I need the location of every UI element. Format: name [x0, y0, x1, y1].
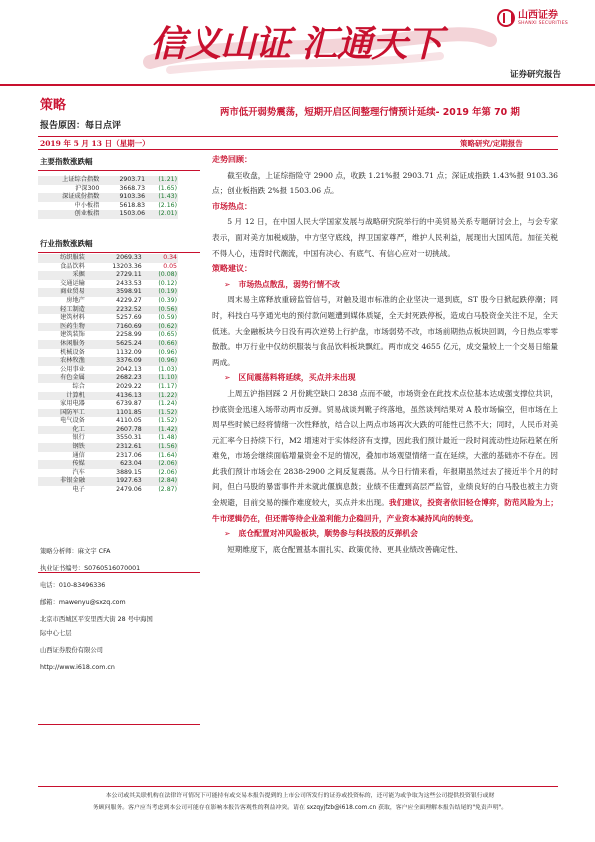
- table-row: [38, 400, 178, 409]
- subheading-2: ➢ 区间震荡料将延续，买点并未出现: [224, 373, 356, 383]
- footer-divider: [38, 786, 558, 787]
- row-change: (2.84): [143, 477, 178, 486]
- table-row: [38, 383, 178, 392]
- table-row: [38, 349, 178, 358]
- row-name: 采掘: [38, 271, 89, 280]
- row-change: (0.65): [158, 331, 177, 339]
- report-type: 证券研究报告: [510, 70, 562, 80]
- disclaimer-line-2: 务顾问服务。客户应当考虑到本公司可能存在影响本报告客观性的利益冲突。请在 sxzqyjfzb@i618.com.cn 获取，客户应全面理解本报告结尾的"免责声明"。: [92, 805, 508, 811]
- row-name: 家用电器: [60, 400, 85, 408]
- row-name: 上证综合指数: [38, 176, 103, 185]
- table-row: [38, 340, 178, 349]
- highlight-advice: 我们建议，投资者依旧轻仓博弈，防范风险为上；牛市逻辑仍在，但还需等待企业盈利能力企稳回升，产业资本减持风向的转变。: [212, 498, 559, 523]
- arrow-icon: ➢: [224, 373, 231, 383]
- row-change: (0.39): [158, 296, 177, 304]
- row-value: 1927.63: [89, 477, 143, 486]
- row-name: 交通运输: [60, 279, 85, 287]
- row-name: 传媒: [38, 460, 89, 469]
- row-value: 6739.87: [116, 400, 142, 408]
- row-name: 汽车: [72, 468, 85, 476]
- row-value: 3668.73: [119, 184, 146, 192]
- report-reason: 报告原因：每日点评: [40, 121, 122, 131]
- row-value: 1101.85: [89, 409, 143, 418]
- address-line-2: 际中心七层: [40, 630, 72, 637]
- row-change: (1.64): [158, 451, 177, 459]
- row-name: 机械设备: [60, 348, 85, 356]
- row-value: 5257.69: [116, 314, 142, 322]
- analyst-name: 策略分析师：麻文宇 CFA: [40, 548, 111, 555]
- row-name: 电子: [72, 486, 85, 494]
- row-change: (2.06): [143, 460, 178, 469]
- company-logo: [497, 6, 589, 30]
- row-name: 农林牧渔: [38, 357, 89, 366]
- report-category-title: 策略: [40, 98, 67, 113]
- section-strategy-title: 策略建议：: [212, 264, 252, 274]
- table-row: [38, 331, 178, 340]
- row-change: (0.62): [143, 323, 178, 332]
- subheading-1: ➢ 市场热点散乱，弱势行情不改: [224, 279, 340, 289]
- table-row: [38, 477, 178, 486]
- row-change: (0.59): [158, 314, 177, 322]
- row-name: 商业贸易: [38, 288, 89, 297]
- disclaimer: [50, 790, 550, 814]
- row-change: (2.87): [158, 486, 177, 494]
- table-row: [38, 409, 178, 418]
- row-change: (1.17): [158, 382, 177, 390]
- contact-rule-2: [38, 724, 200, 725]
- email-link[interactable]: 邮箱：mawenyu@sxzq.com: [40, 599, 126, 606]
- row-change: (1.24): [158, 400, 177, 408]
- row-value: 2433.53: [116, 279, 142, 287]
- row-name: 食品饮料: [60, 262, 85, 270]
- subheading-3: ➢ 底仓配置对冲风险板块，顺势参与科技股的反弹机会: [224, 529, 418, 539]
- row-change: (0.08): [143, 271, 178, 280]
- paragraph-3: 短期维度下，底仓配置基本面扎实、政策优待、更具业绩改善确定性、: [227, 544, 463, 554]
- table-row: [38, 452, 178, 461]
- table-row: [38, 185, 178, 194]
- row-value: 4229.27: [116, 296, 142, 304]
- row-name: 中小板指: [74, 201, 100, 209]
- row-change: (0.56): [143, 306, 178, 315]
- arrow-icon: ➢: [224, 279, 231, 289]
- table-row: [38, 460, 178, 469]
- row-change: (1.10): [143, 374, 178, 383]
- address-line-1: 北京市西城区平安里西大街 28 号中海国: [40, 616, 153, 623]
- table-row: [38, 280, 178, 289]
- indices-table: [38, 176, 178, 219]
- industries-rule: [38, 252, 200, 253]
- row-change: (1.43): [146, 193, 178, 202]
- row-name: 纺织服装: [38, 254, 89, 263]
- row-change: (1.65): [158, 184, 177, 192]
- table-row: [38, 297, 178, 306]
- table-row: [38, 426, 178, 435]
- paragraph-1: 周末易主席释放重磅监管信号，对触及退市标准的企业坚决一退到底，ST 股今日掀起跌停潮；同时，科技白马亨通光电的预付款问题遭到媒体质疑，全天封死跌停板，造成白马股资金关注不足，全天低迷。大金融板块今日没有再次逆势上行护盘，市场弱势不改，市场前期热点板块回调，今日热点零零散散。申万行业中仅纺织服装与食品饮料板块飘红。两市成交 4655 亿元，成交量较上一个交易日缩量两成。: [212, 295, 558, 367]
- row-value: 13203.36: [112, 262, 142, 270]
- table-row: [38, 443, 178, 452]
- row-value: 1503.06: [103, 210, 146, 219]
- table-row: [38, 288, 178, 297]
- row-change: (1.22): [143, 392, 178, 401]
- table-row: [38, 392, 178, 401]
- table-row: [38, 357, 178, 366]
- industries-title: 行业指数涨跌幅: [40, 239, 93, 248]
- company-name: 山西证券股份有限公司: [40, 647, 103, 654]
- logo-mark-icon: [497, 9, 515, 27]
- row-value: 3598.91: [89, 288, 143, 297]
- row-value: 7160.69: [89, 323, 143, 332]
- section-review-text: 截至收盘，上证综指险守 2900 点，收跌 1.21%报 2903.71 点；深证成指跌 1.43%报 9103.36 点；创业板指跌 2%报 1503.06 点。: [212, 170, 558, 196]
- report-headline: 两市低开弱势震荡，短期开启区间整理行情预计延续- 2019 年第 70 期: [220, 107, 520, 118]
- row-change: (0.66): [143, 340, 178, 349]
- table-row: [38, 193, 178, 202]
- table-row: [38, 263, 178, 272]
- row-name: 非银金融: [38, 477, 89, 486]
- row-value: 3889.15: [116, 468, 142, 476]
- row-change: 0.34: [143, 254, 178, 263]
- row-name: 建筑材料: [60, 314, 85, 322]
- row-value: 2317.06: [116, 451, 142, 459]
- paragraph-2: 上周五沪指回踩 2 月份跳空缺口 2838 点而不破，市场资金在此技术点位基本达成强支撑位共识，抄底资金迅速入场带动两市反弹。贸易战谈判靴子终落地，虽然谈判结果对 A 股市场偏空，但市场在上周早些时候已经将情绪一次性释放，结合以上两点市场再次大跌的可能性已然不大；同时，人民币对美元汇率今日持续下行，M2 增速对于实体经济有支撑，因此我们预计最近一段时间流动性边际趋紧在所难免，市场会继续面临增量资金不足的情况，叠加市场观望情绪一直在延续，大涨的基础亦不存在。因此我们预计市场会在 2838-2900 之间反复震荡。从今日行情来看，年报期虽然过去了接近半个月的时间，但白马股的暴雷事件并未就此偃旗息鼓；业绩不佳遭到高层严监管，业绩良好的白马股也被主力资金规避，目前交易的操作难度较大，买点并未出现。我们建议，投资者依旧轻仓博弈，防范风险为上；牛市逻辑仍在，但还需等待企业盈利能力企稳回升，产业资本减持风向的转变。: [212, 388, 559, 523]
- row-value: 1132.09: [116, 348, 142, 356]
- row-name: 国防军工: [38, 409, 89, 418]
- table-row: [38, 323, 178, 332]
- row-name: 计算机: [38, 392, 89, 401]
- indices-rule: [38, 170, 200, 171]
- cert-number: 执业证书编号：S0760516070001: [40, 565, 141, 572]
- row-change: (1.48): [158, 434, 177, 442]
- industries-table: [38, 254, 178, 495]
- row-value: 2258.99: [116, 331, 142, 339]
- table-row: [38, 271, 178, 280]
- row-name: 轻工制造: [38, 306, 89, 315]
- row-name: 创业板指: [38, 210, 103, 219]
- row-value: 4110.05: [116, 417, 142, 425]
- table-row: [38, 254, 178, 263]
- row-value: 2042.13: [116, 365, 142, 373]
- row-value: 3550.31: [116, 434, 142, 442]
- row-name: 公用事业: [60, 365, 85, 373]
- row-value: 4136.13: [89, 392, 143, 401]
- row-change: (0.19): [143, 288, 178, 297]
- section-hotspot-title: 市场热点：: [212, 201, 252, 211]
- row-value: 2069.33: [89, 254, 143, 263]
- slogan: 信义山证 汇通天下: [150, 23, 442, 65]
- row-value: 5625.24: [89, 340, 143, 349]
- table-row: [38, 417, 178, 426]
- row-name: 银行: [72, 434, 85, 442]
- row-value: 3376.09: [89, 357, 143, 366]
- table-row: [38, 434, 178, 443]
- report-subcategory: 策略研究/定期报告: [460, 139, 523, 148]
- row-value: 9103.36: [103, 193, 146, 202]
- row-name: 钢铁: [38, 443, 89, 452]
- indices-title: 主要指数涨跌幅: [40, 157, 93, 166]
- table-row: [38, 202, 178, 211]
- contact-rule-1: [38, 572, 200, 573]
- contact-block: [40, 546, 210, 673]
- row-change: (1.56): [143, 443, 178, 452]
- row-change: (1.52): [158, 417, 177, 425]
- table-row: [38, 374, 178, 383]
- row-change: (0.96): [158, 348, 177, 356]
- table-row: [38, 486, 178, 495]
- row-name: 电气设备: [60, 417, 85, 425]
- row-name: 医药生物: [38, 323, 89, 332]
- row-change: 0.05: [163, 262, 177, 270]
- row-value: 2903.71: [103, 176, 146, 185]
- row-name: 房地产: [66, 296, 85, 304]
- phone: 电话：010-83496336: [40, 582, 106, 589]
- header-divider: [0, 84, 595, 86]
- row-change: (1.03): [158, 365, 177, 373]
- table-row: [38, 314, 178, 323]
- row-change: (0.12): [158, 279, 177, 287]
- row-name: 深证成份指数: [38, 193, 103, 202]
- row-change: (1.21): [146, 176, 178, 185]
- row-value: 2029.22: [116, 382, 142, 390]
- section-review-title: 走势回顾：: [212, 155, 252, 164]
- row-value: 623.04: [89, 460, 143, 469]
- table-row: [38, 306, 178, 315]
- row-change: (2.16): [158, 201, 177, 209]
- row-value: 2729.11: [89, 271, 143, 280]
- row-name: 综合: [72, 382, 85, 390]
- table-row: [38, 469, 178, 478]
- row-change: (1.52): [143, 409, 178, 418]
- section-hotspot-text: 5 月 12 日，在中国人民大学国家发展与战略研究院举行的中美贸易关系专题研讨会上，与会专家表示，面对美方加税威胁，中方坚守底线，捍卫国家尊严，维护人民利益，展现出大国风范。加征关税不得人心，违背时代潮流，中国有决心、有底气、有信心应对一切挑战。: [212, 217, 558, 258]
- row-change: (1.42): [143, 426, 178, 435]
- row-value: 2479.06: [116, 486, 142, 494]
- row-name: 化工: [38, 426, 89, 435]
- row-value: 2232.52: [89, 306, 143, 315]
- row-value: 2607.78: [89, 426, 143, 435]
- row-change: (2.06): [158, 468, 177, 476]
- row-name: 建筑装饰: [60, 331, 85, 339]
- row-change: (2.01): [146, 210, 178, 219]
- report-date: 2019 年 5 月 13 日（星期一）: [40, 139, 150, 148]
- row-value: 5618.83: [119, 201, 146, 209]
- row-name: 沪深300: [75, 184, 100, 192]
- row-value: 2682.23: [89, 374, 143, 383]
- row-name: 有色金属: [38, 374, 89, 383]
- table-row: [38, 176, 178, 185]
- row-name: 休闲服务: [38, 340, 89, 349]
- arrow-icon: ➢: [224, 529, 231, 539]
- logo-name-en: SHANXI SECURITIES: [518, 20, 568, 26]
- row-name: 通信: [72, 451, 85, 459]
- logo-name-cn: 山西证券: [518, 9, 558, 21]
- row-change: (0.96): [143, 357, 178, 366]
- disclaimer-line-1: 本公司或其关联机构在法律许可情况下可能持有或交易本报告提到的上市公司所发行的证券或投资标的，还可能为或争取为这些公司提供投资银行或财: [105, 793, 495, 799]
- website-link[interactable]: http://www.i618.com.cn: [40, 664, 115, 671]
- table-row: [38, 366, 178, 375]
- table-row: [38, 210, 178, 219]
- row-value: 2312.61: [89, 443, 143, 452]
- main-content: [212, 152, 558, 557]
